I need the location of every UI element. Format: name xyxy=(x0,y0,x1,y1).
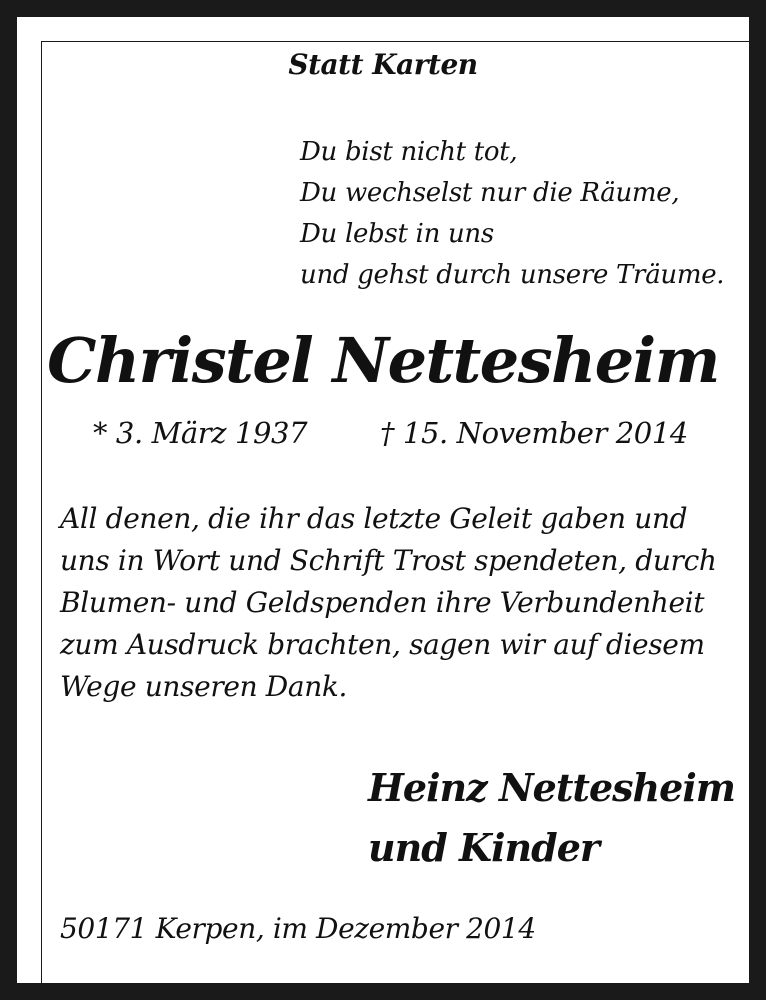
poem-line: Du wechselst nur die Räume, xyxy=(300,178,680,208)
message-line: zum Ausdruck brachten, sagen wir auf diesem xyxy=(60,628,705,661)
signature-line: Heinz Nettesheim xyxy=(368,765,735,810)
message-line: All denen, die ihr das letzte Geleit gaben und xyxy=(60,502,688,535)
thank-you-message xyxy=(60,498,717,708)
birth-date: * 3. März 1937 xyxy=(93,416,308,450)
message-line: Blumen- und Geldspenden ihre Verbundenheit xyxy=(60,586,705,619)
place-date: 50171 Kerpen, im Dezember 2014 xyxy=(60,912,536,945)
poem-line: Du lebst in uns xyxy=(300,219,494,249)
poem-line: Du bist nicht tot, xyxy=(300,137,518,167)
deceased-name: Christel Nettesheim xyxy=(47,324,719,397)
message-line: uns in Wort und Schrift Trost spendeten, durch xyxy=(60,544,717,577)
poem-verse xyxy=(300,132,724,296)
message-line: Wege unseren Dank. xyxy=(60,670,348,703)
signature-line: und Kinder xyxy=(368,825,599,870)
death-date: † 15. November 2014 xyxy=(380,416,688,450)
signature-block xyxy=(368,758,735,878)
notice-heading: Statt Karten xyxy=(288,48,478,81)
poem-line: und gehst durch unsere Träume. xyxy=(300,260,725,290)
